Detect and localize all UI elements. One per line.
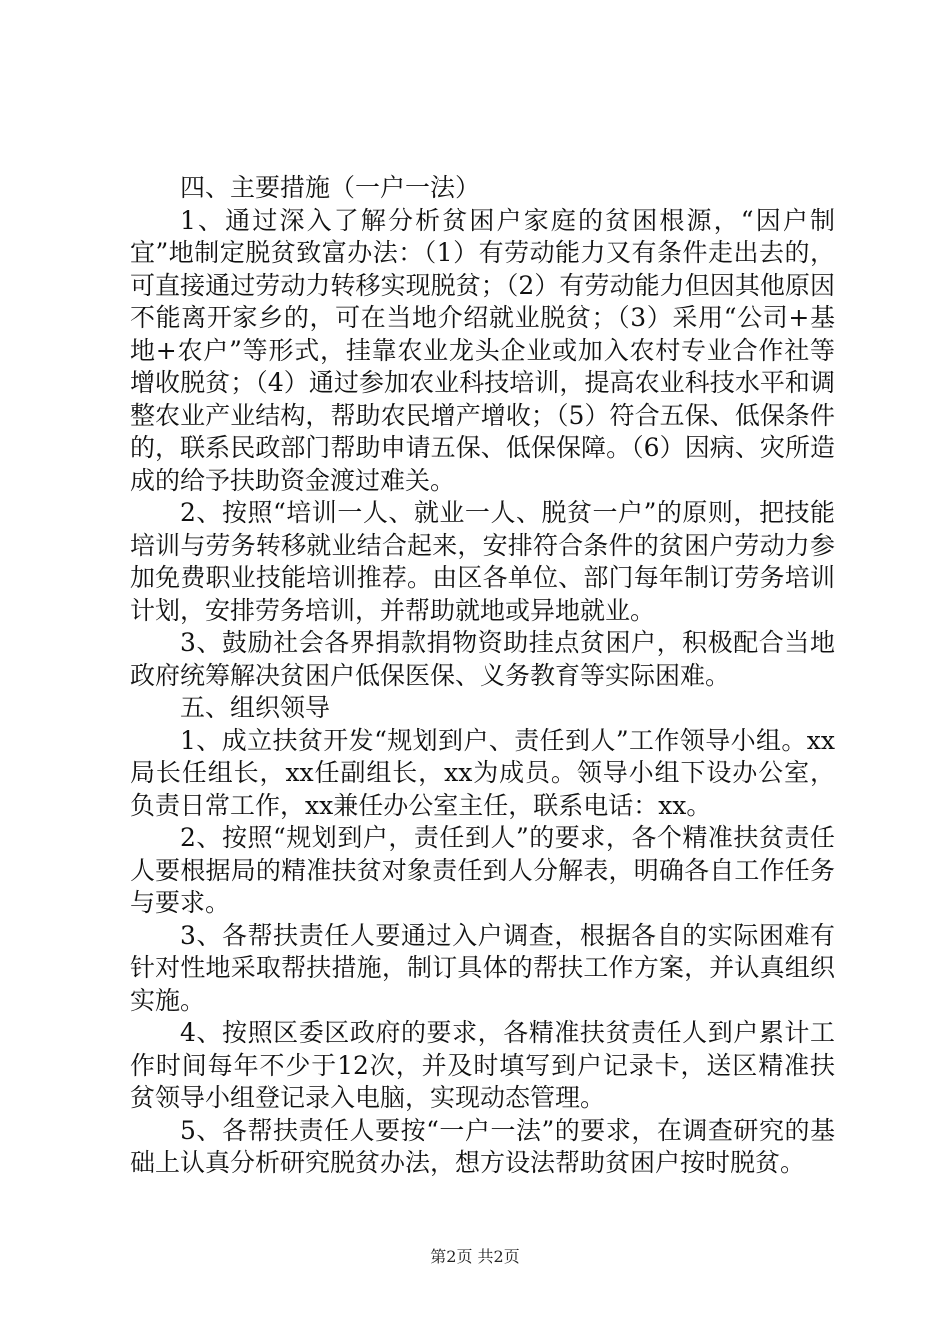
paragraph-measure-3: 3、鼓励社会各界捐款捐物资助挂点贫困户，积极配合当地政府统筹解决贫困户低保医保、义务教育等实际困难。	[130, 628, 835, 690]
paragraph-leadership-5: 5、各帮扶责任人要按“一户一法”的要求，在调查研究的基础上认真分析研究脱贫办法，想方设法帮助贫困户按时脱贫。	[130, 1115, 835, 1177]
paragraph-leadership-1: 1、成立扶贫开发“规划到户、责任到人”工作领导小组。xx局长任组长，xx任副组长，xx为成员。领导小组下设办公室，负责日常工作，xx兼任办公室主任，联系电话：xx。	[130, 725, 835, 820]
section-heading-leadership: 五、组织领导	[180, 693, 331, 722]
paragraph-leadership-4: 4、按照区委区政府的要求，各精准扶贫责任人到户累计工作时间每年不少于12次，并及时填写到户记录卡，送区精准扶贫领导小组登记录入电脑，实现动态管理。	[130, 1018, 835, 1112]
section-heading-measures: 四、主要措施（一户一法）	[180, 173, 481, 202]
paragraph-measure-1: 1、通过深入了解分析贫困户家庭的贫困根源，“因户制宜”地制定脱贫致富办法：（1）有劳动能力又有条件走出去的，可直接通过劳动力转移实现脱贫；（2）有劳动能力但因其他原因不能离开家乡的，可在当地介绍就业脱贫；（3）采用“公司+基地+农户”等形式，挂靠农业龙头企业或加入农村专业合作社等增收脱贫；（4）通过参加农业科技培训，提高农业科技水平和调整农业产业结构，帮助农民增产增收；（5）符合五保、低保条件的，联系民政部门帮助申请五保、低保保障。（6）因病、灾所造成的给予扶助资金渡过难关。	[130, 205, 835, 495]
paragraph-leadership-2: 2、按照“规划到户，责任到人”的要求，各个精准扶贫责任人要根据局的精准扶贫对象责任到人分解表，明确各自工作任务与要求。	[130, 823, 835, 917]
document-body	[130, 172, 835, 1180]
page-number-footer: 第2页 共2页	[430, 1247, 520, 1266]
paragraph-leadership-3: 3、各帮扶责任人要通过入户调查，根据各自的实际困难有针对性地采取帮扶措施，制订具体的帮扶工作方案，并认真组织实施。	[130, 920, 835, 1015]
paragraph-measure-2: 2、按照“培训一人、就业一人、脱贫一户”的原则，把技能培训与劳务转移就业结合起来，安排符合条件的贫困户劳动力参加免费职业技能培训推荐。由区各单位、部门每年制订劳务培训计划，安排劳务培训，并帮助就地或异地就业。	[130, 498, 835, 625]
